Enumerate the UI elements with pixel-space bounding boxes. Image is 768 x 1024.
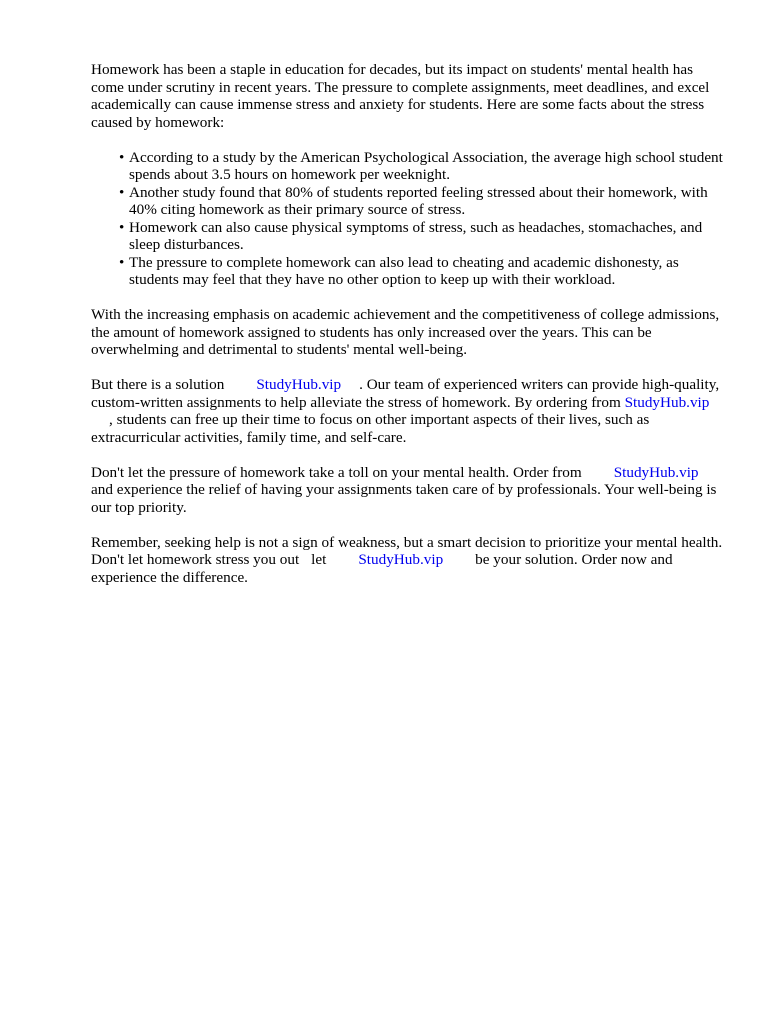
solution-text-start: But there is a solution xyxy=(91,376,225,393)
bullet-icon: • xyxy=(119,183,125,201)
solution-text-end: , students can free up their time to focus on other important aspects of their lives, such as extracurricular activities, family time, and self-care. xyxy=(91,411,650,446)
fact-text: Another study found that 80% of students reported feeling stressed about their homework, with 40% citing homework as their primary source of stress. xyxy=(129,183,708,218)
studyhub-link[interactable]: StudyHub.vip xyxy=(256,376,342,393)
fact-text: Homework can also cause physical symptoms of stress, such as headaches, stomachaches, and sleep disturbances. xyxy=(129,218,703,253)
order-text-end: and experience the relief of having your assignments taken care of by professionals. Your well-being is our top priority. xyxy=(91,481,717,516)
bullet-icon: • xyxy=(119,218,125,236)
list-item xyxy=(119,253,723,289)
list-item xyxy=(119,218,723,254)
facts-list xyxy=(91,149,723,289)
closing-let-word: let xyxy=(311,551,327,568)
solution-text-middle: . Our team of experienced writers can provide high-quality, custom-written assignments to help alleviate the stress of homework. By ordering from xyxy=(91,376,720,411)
solution-paragraph xyxy=(91,376,723,446)
fact-text: The pressure to complete homework can also lead to cheating and academic dishonesty, as students may feel that they have no other option to keep up with their workload. xyxy=(129,253,679,288)
list-item xyxy=(119,183,723,219)
fact-text: According to a study by the American Psychological Association, the average high school student spends about 3.5 hours on homework per weeknight. xyxy=(129,148,723,183)
achievement-paragraph: With the increasing emphasis on academic achievement and the competitiveness of college admissions, the amount of homework assigned to students has only increased over the years. This can be overwhelming and detrimental to students' mental well-being. xyxy=(91,306,720,358)
studyhub-link[interactable]: StudyHub.vip xyxy=(613,463,699,481)
bullet-icon: • xyxy=(119,148,125,166)
studyhub-link[interactable]: StudyHub.vip xyxy=(624,393,710,411)
list-item xyxy=(119,148,723,184)
closing-paragraph xyxy=(91,534,723,587)
order-paragraph xyxy=(91,464,723,517)
order-text-start: Don't let the pressure of homework take a toll on your mental health. Order from xyxy=(91,463,582,481)
closing-text-start: Remember, seeking help is not a sign of weakness, but a smart decision to prioritize your mental health. Don't let homework stress you out xyxy=(91,533,723,568)
studyhub-link[interactable]: StudyHub.vip xyxy=(358,551,444,568)
bullet-icon: • xyxy=(119,253,125,271)
document-body xyxy=(91,61,723,604)
intro-paragraph: Homework has been a staple in education for decades, but its impact on students' mental health has come under scrutiny in recent years. The pressure to complete assignments, meet deadlines, and excel academically can cause immense stress and anxiety for students. Here are some facts about the stress caused by homework: xyxy=(91,61,710,131)
closing-text-end: be your solution. Order now and experience the difference. xyxy=(91,551,673,586)
